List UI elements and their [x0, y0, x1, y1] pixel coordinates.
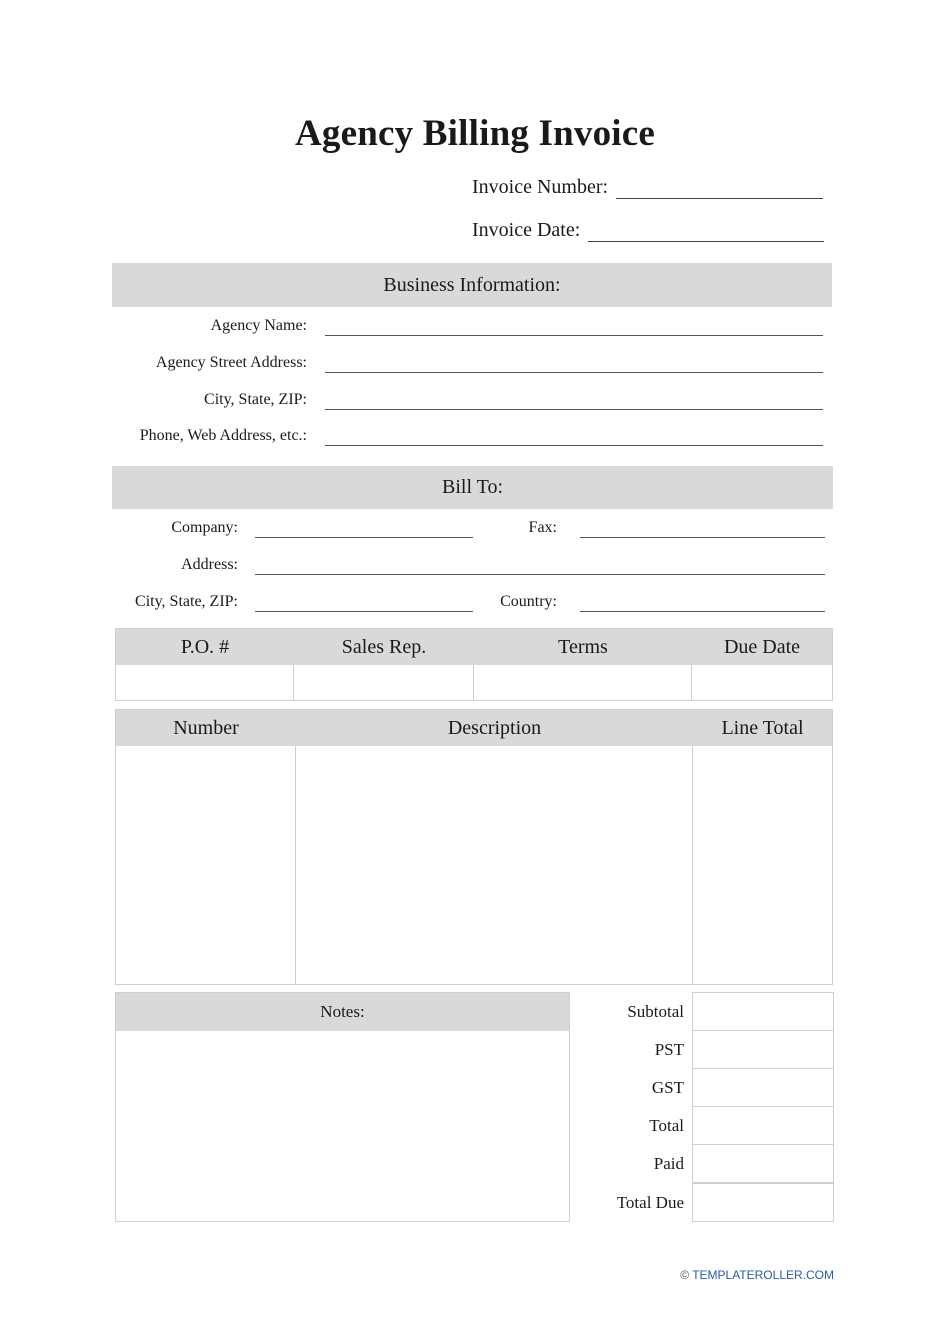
sales-rep-cell[interactable] — [294, 665, 474, 700]
fax-field[interactable] — [580, 537, 825, 538]
notes-heading: Notes: — [320, 1002, 365, 1021]
agency-phone-web-field[interactable] — [325, 445, 823, 446]
po-number-header: P.O. # — [180, 635, 230, 658]
company-label: Company: — [171, 519, 238, 536]
number-header: Number — [173, 716, 239, 739]
total-due-label: Total Due — [616, 1193, 684, 1212]
bill-to-heading: Bill To: — [441, 476, 504, 498]
bill-city-state-zip-label: City, State, ZIP: — [135, 593, 238, 610]
line-total-column[interactable] — [693, 746, 832, 984]
agency-name-label: Agency Name: — [210, 317, 307, 334]
pst-label: PST — [654, 1040, 684, 1059]
due-date-header: Due Date — [723, 635, 801, 658]
order-table-header — [116, 629, 832, 665]
paid-label: Paid — [653, 1154, 684, 1173]
notes-header — [116, 993, 569, 1031]
invoice-date-label: Invoice Date: — [472, 219, 581, 241]
line-total-header: Line Total — [721, 716, 804, 739]
business-info-heading: Business Information: — [383, 273, 561, 296]
order-table-row — [116, 665, 832, 700]
agency-street-address-label: Agency Street Address: — [155, 354, 307, 371]
agency-city-state-zip-label: City, State, ZIP: — [204, 391, 307, 408]
invoice-number-row — [472, 176, 823, 199]
items-table — [115, 709, 833, 985]
invoice-date-row — [472, 219, 824, 242]
order-table — [115, 628, 833, 701]
templateroller-link[interactable]: TEMPLATEROLLER.COM — [692, 1268, 834, 1282]
paid-field[interactable] — [692, 1144, 834, 1183]
bill-to-header — [112, 466, 833, 509]
gst-field[interactable] — [692, 1068, 834, 1107]
sales-rep-header: Sales Rep. — [341, 635, 427, 658]
invoice-number-field[interactable] — [616, 180, 823, 199]
page-title: Agency Billing Invoice — [294, 113, 656, 154]
terms-cell[interactable] — [474, 665, 692, 700]
gst-label: GST — [651, 1078, 684, 1097]
copyright-symbol: © — [680, 1268, 690, 1282]
po-number-cell[interactable] — [116, 665, 294, 700]
invoice-number-label: Invoice Number: — [472, 176, 609, 198]
address-field[interactable] — [255, 574, 825, 575]
fax-label: Fax: — [528, 519, 557, 536]
country-field[interactable] — [580, 611, 825, 612]
subtotal-field[interactable] — [692, 992, 834, 1031]
agency-city-state-zip-field[interactable] — [325, 409, 823, 410]
agency-phone-web-label: Phone, Web Address, etc.: — [139, 427, 307, 444]
description-header: Description — [447, 716, 542, 739]
notes-box[interactable] — [115, 992, 570, 1222]
business-info-header — [112, 263, 832, 307]
bill-city-state-zip-field[interactable] — [255, 611, 473, 612]
total-label: Total — [649, 1116, 684, 1135]
agency-name-field[interactable] — [325, 335, 823, 336]
address-label: Address: — [181, 556, 238, 573]
footer-credit — [680, 1268, 834, 1282]
country-label: Country: — [500, 593, 557, 610]
pst-field[interactable] — [692, 1030, 834, 1069]
total-field[interactable] — [692, 1106, 834, 1145]
items-table-body — [116, 746, 832, 984]
terms-header: Terms — [558, 635, 608, 658]
items-table-header — [116, 710, 832, 746]
number-column[interactable] — [116, 746, 296, 984]
agency-street-address-field[interactable] — [325, 372, 823, 373]
company-field[interactable] — [255, 537, 473, 538]
description-column[interactable] — [296, 746, 693, 984]
subtotal-label: Subtotal — [627, 1002, 684, 1021]
invoice-date-field[interactable] — [588, 223, 824, 242]
due-date-cell[interactable] — [692, 665, 832, 700]
total-due-field[interactable] — [692, 1183, 834, 1222]
